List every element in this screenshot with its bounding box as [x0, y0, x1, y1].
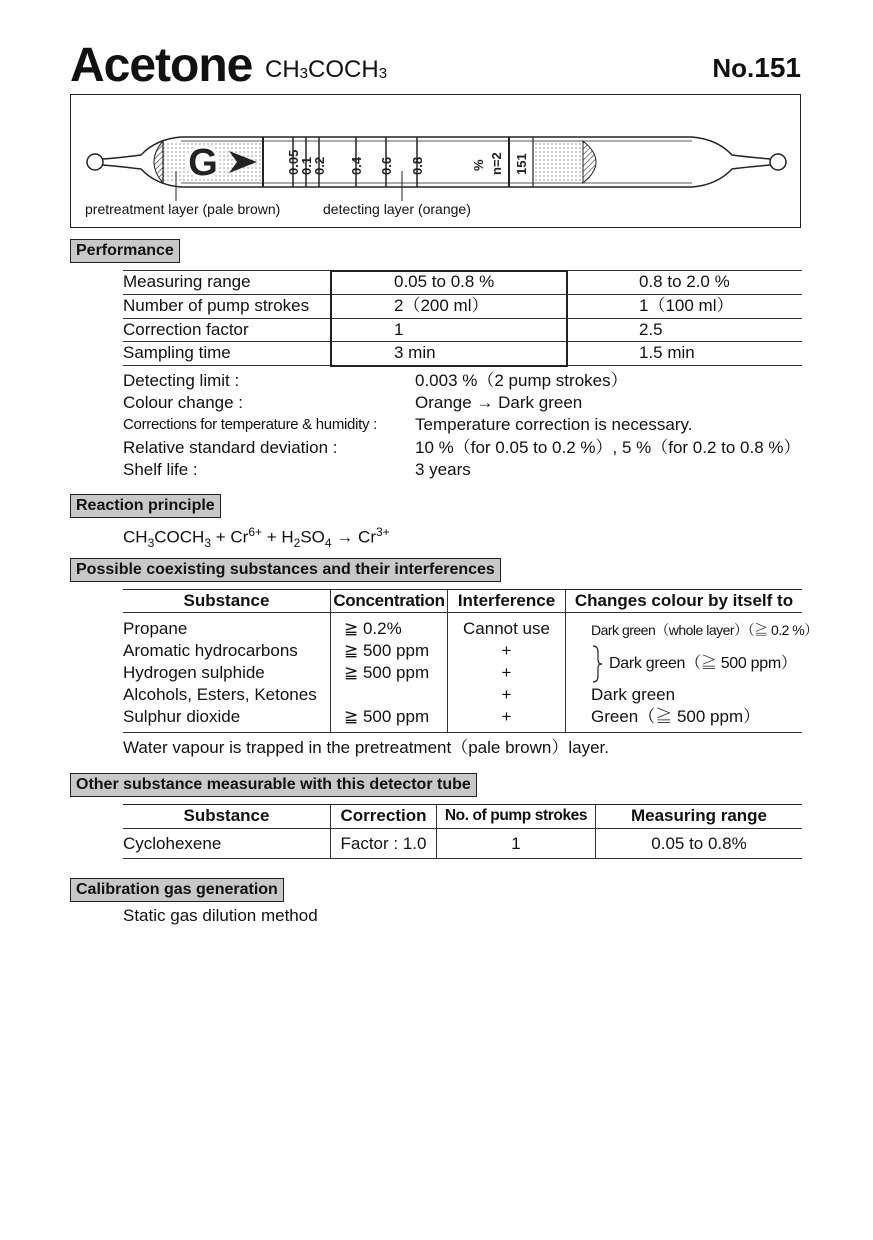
column-header: Changes colour by itself to	[574, 591, 794, 610]
range-cell: 0.05 to 0.8%	[651, 834, 747, 853]
unit-label: %	[471, 159, 486, 171]
calibration-heading: Calibration gas generation	[70, 878, 284, 902]
performance-heading: Performance	[70, 239, 180, 263]
correction-cell: Factor : 1.0	[340, 834, 427, 853]
column-header: Measuring range	[630, 806, 768, 825]
colour-cell: Dark green（whole layer）（≧ 0.2 %）	[591, 622, 818, 638]
page-title: Acetone	[70, 39, 253, 92]
performance-row-label: Sampling time	[123, 343, 231, 362]
reaction-heading: Reaction principle	[70, 494, 221, 518]
detail-label: Colour change :	[123, 393, 244, 412]
column-header: No. of pump strokes	[444, 807, 588, 824]
substance-cell: Aromatic hydrocarbons	[123, 641, 298, 660]
substance-cell: Cyclohexene	[123, 834, 222, 853]
column-header: Substance	[183, 806, 270, 825]
detail-label: Shelf life :	[123, 460, 198, 479]
column-header: Interference	[457, 591, 556, 610]
tick-label: 0.2	[312, 156, 327, 175]
detail-value: 3 years	[415, 460, 471, 479]
tube-number: No.151	[712, 52, 801, 83]
performance-row-value: 2.5	[639, 320, 663, 339]
detail-label: Relative standard deviation :	[123, 438, 338, 457]
performance-row-label: Number of pump strokes	[123, 296, 310, 315]
concentration-cell: ≧ 0.2%	[344, 619, 402, 638]
detail-value: 0.003 %（2 pump strokes）	[415, 371, 628, 390]
performance-row-value: 1（100 ml）	[639, 296, 734, 315]
calibration-method: Static gas dilution method	[123, 906, 318, 925]
concentration-cell: ≧ 500 ppm	[344, 641, 430, 660]
performance-row-value: 3 min	[394, 343, 436, 362]
performance-row-value: 2（200 ml）	[394, 296, 489, 315]
strokes-cell: 1	[511, 834, 521, 853]
tube-scale	[286, 137, 529, 187]
detecting-layer-label: detecting layer (orange)	[323, 201, 471, 217]
grouped-colour-cell: Dark green（≧ 500 ppm）	[609, 655, 797, 672]
tick-label: 0.4	[349, 156, 364, 175]
substance-cell: Alcohols, Esters, Ketones	[123, 685, 317, 704]
performance-row-label: Correction factor	[123, 320, 249, 339]
interference-cell: +	[501, 641, 512, 660]
colour-cell: Green（≧ 500 ppm）	[591, 707, 761, 726]
colour-cell: Dark green	[591, 685, 676, 704]
chemical-formula: $CH_3COCH_3$	[265, 56, 388, 83]
interference-note: Water vapour is trapped in the pretreatment（pale brown）layer.	[123, 738, 610, 757]
performance-row-value: 1	[394, 320, 404, 339]
column-header: Correction	[340, 806, 427, 825]
interference-cell: Cannot use	[463, 619, 550, 638]
performance-row-value: 0.8 to 2.0 %	[639, 272, 730, 291]
performance-row-value: 0.05 to 0.8 %	[394, 272, 495, 291]
g-logo-icon: G	[188, 142, 218, 184]
brace-icon	[591, 644, 603, 684]
concentration-cell: ≧ 500 ppm	[344, 663, 430, 682]
interferences-heading: Possible coexisting substances and their interferences	[70, 558, 501, 582]
tick-label: 0.05	[286, 149, 301, 175]
detail-value: 10 %（for 0.05 to 0.2 %）, 5 %（for 0.2 to 0.8 %）	[415, 438, 801, 457]
tick-label: 0.1	[299, 156, 314, 175]
pretreatment-layer-label: pretreatment layer (pale brown)	[85, 201, 281, 217]
other-substance-heading: Other substance measurable with this detector tube	[70, 773, 477, 797]
detail-value: Orange → Dark green	[415, 393, 583, 412]
concentration-cell: ≧ 500 ppm	[344, 707, 430, 726]
detail-label: Corrections for temperature & humidity :	[123, 416, 377, 433]
substance-cell: Propane	[123, 619, 188, 638]
substance-cell: Hydrogen sulphide	[123, 663, 265, 682]
detail-value: Temperature correction is necessary.	[415, 415, 693, 434]
interference-cell: +	[501, 685, 512, 704]
column-header: Substance	[183, 591, 270, 610]
tick-label: 0.8	[410, 156, 425, 175]
tube-code: 151	[514, 153, 529, 175]
performance-row-value: 1.5 min	[639, 343, 695, 362]
reaction-equation: $CH_3COCH_3 + Cr^{6+} + H_2SO_4 \to Cr^{3+}$	[123, 525, 390, 551]
tick-label: 0.6	[379, 156, 394, 175]
column-header: Concentration	[333, 591, 445, 610]
performance-row-label: Measuring range	[123, 272, 251, 291]
strokes-label: n=2	[489, 152, 504, 175]
detector-tube-diagram	[70, 94, 801, 228]
interference-cell: +	[501, 707, 512, 726]
interference-cell: +	[501, 663, 512, 682]
detail-label: Detecting limit :	[123, 371, 240, 390]
substance-cell: Sulphur dioxide	[123, 707, 241, 726]
